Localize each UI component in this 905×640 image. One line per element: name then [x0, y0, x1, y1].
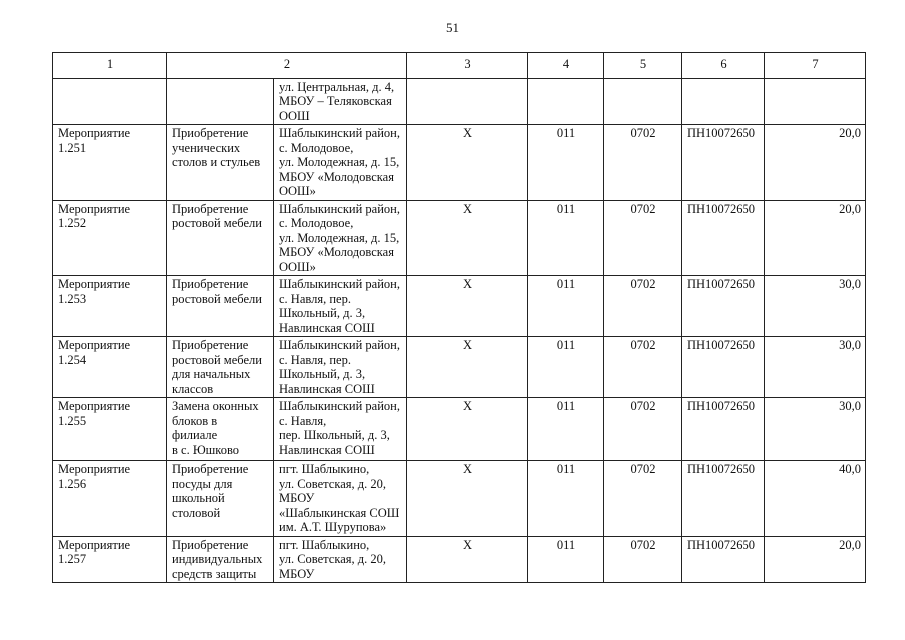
target-cell: ПН10072650: [682, 461, 765, 537]
text-line: средств защиты: [172, 566, 257, 581]
section-cell: 0702: [604, 398, 682, 461]
budget-table: [52, 52, 866, 583]
text-line: Приобретение: [172, 277, 249, 291]
text-line: Мероприятие: [58, 126, 131, 140]
name-cell: [167, 536, 274, 583]
name-cell: [167, 276, 274, 337]
section-cell: 0702: [604, 200, 682, 276]
text-line: 1.252: [58, 216, 87, 230]
text-line: пгт. Шаблыкино,: [279, 537, 370, 552]
text-line: Приобретение: [172, 338, 249, 352]
text-line: Навлинская СОШ: [279, 320, 375, 335]
event-cell: [53, 398, 167, 461]
text-line: ростовой мебели: [172, 352, 262, 367]
x-cell: Х: [407, 398, 528, 461]
code-cell: 011: [528, 200, 604, 276]
address-cell: [274, 125, 407, 201]
x-cell: Х: [407, 337, 528, 398]
text-line: Шаблыкинский район,: [279, 277, 400, 291]
text-line: ООШ»: [279, 184, 316, 198]
event-cell: [53, 536, 167, 583]
text-line: школьной: [172, 491, 225, 505]
header-row: [53, 53, 866, 79]
text-line: Мероприятие: [58, 462, 131, 476]
text-line: Замена оконных: [172, 399, 259, 413]
table-row: [53, 200, 866, 276]
text-line: Навлинская СОШ: [279, 381, 375, 396]
section-cell: 0702: [604, 276, 682, 337]
table-row: [53, 125, 866, 201]
text-line: Мероприятие: [58, 277, 131, 291]
text-line: Приобретение: [172, 537, 249, 552]
x-cell: [407, 78, 528, 125]
text-line: МБОУ «Молодовская: [279, 169, 394, 184]
text-line: Приобретение: [172, 126, 249, 140]
value-cell: [765, 78, 866, 125]
text-line: ул. Молодежная, д. 15,: [279, 230, 400, 245]
text-line: ул. Молодежная, д. 15,: [279, 155, 400, 169]
text-line: МБОУ: [279, 491, 315, 505]
text-line: Приобретение: [172, 201, 249, 216]
name-cell: [167, 125, 274, 201]
event-cell: [53, 125, 167, 201]
text-line: ученических: [172, 140, 241, 155]
address-cell: [274, 536, 407, 583]
text-line: Школьный, д. 3,: [279, 306, 366, 320]
x-cell: Х: [407, 276, 528, 337]
text-line: Мероприятие: [58, 201, 131, 216]
text-line: Мероприятие: [58, 537, 131, 552]
header-col-4: 4: [528, 53, 604, 79]
text-line: блоков в: [172, 413, 218, 428]
target-cell: ПН10072650: [682, 200, 765, 276]
table-row: [53, 276, 866, 337]
text-line: Навлинская СОШ: [279, 442, 375, 457]
text-line: посуды для: [172, 476, 233, 491]
text-line: филиале: [172, 428, 218, 442]
name-cell: [167, 200, 274, 276]
text-line: с. Навля,: [279, 413, 327, 428]
name-cell: [167, 337, 274, 398]
text-line: классов: [172, 381, 214, 396]
text-line: 1.253: [58, 291, 87, 306]
text-line: МБОУ «Молодовская: [279, 245, 394, 259]
text-line: Мероприятие: [58, 399, 131, 413]
text-line: 1.254: [58, 352, 87, 367]
table-row: [53, 337, 866, 398]
target-cell: ПН10072650: [682, 536, 765, 583]
text-line: с. Навля, пер.: [279, 291, 351, 306]
code-cell: 011: [528, 125, 604, 201]
text-line: столов и стульев: [172, 155, 261, 169]
text-line: с. Навля, пер.: [279, 352, 351, 367]
text-line: ул. Центральная, д. 4,: [279, 79, 395, 94]
text-line: ростовой мебели: [172, 216, 262, 230]
event-cell: [53, 78, 167, 125]
section-cell: 0702: [604, 461, 682, 537]
section-cell: [604, 78, 682, 125]
text-line: Шаблыкинский район,: [279, 399, 400, 413]
table-row: [53, 398, 866, 461]
code-cell: 011: [528, 461, 604, 537]
table-row: [53, 536, 866, 583]
x-cell: Х: [407, 200, 528, 276]
text-line: 1.256: [58, 476, 87, 491]
text-line: Мероприятие: [58, 338, 131, 352]
value-cell: 20,0: [765, 536, 866, 583]
address-cell: [274, 78, 407, 125]
name-cell: [167, 398, 274, 461]
address-cell: [274, 276, 407, 337]
text-line: 1.255: [58, 413, 87, 428]
value-cell: 40,0: [765, 461, 866, 537]
value-cell: 30,0: [765, 337, 866, 398]
event-cell: [53, 461, 167, 537]
value-cell: 30,0: [765, 398, 866, 461]
target-cell: ПН10072650: [682, 276, 765, 337]
text-line: Шаблыкинский район,: [279, 338, 400, 352]
text-line: ул. Советская, д. 20,: [279, 476, 386, 491]
event-cell: [53, 200, 167, 276]
header-col-2: 2: [167, 53, 407, 79]
text-line: ООШ: [279, 108, 310, 123]
text-line: столовой: [172, 505, 221, 520]
address-cell: [274, 461, 407, 537]
header-col-7: 7: [765, 53, 866, 79]
target-cell: ПН10072650: [682, 125, 765, 201]
text-line: 1.251: [58, 140, 87, 155]
text-line: МБОУ: [279, 566, 315, 581]
text-line: Школьный, д. 3,: [279, 367, 366, 381]
text-line: ростовой мебели: [172, 291, 262, 306]
code-cell: 011: [528, 398, 604, 461]
name-cell: [167, 78, 274, 125]
value-cell: 20,0: [765, 200, 866, 276]
text-line: пер. Школьный, д. 3,: [279, 428, 390, 442]
value-cell: 30,0: [765, 276, 866, 337]
text-line: Шаблыкинский район,: [279, 201, 400, 216]
text-line: «Шаблыкинская СОШ: [279, 505, 400, 520]
x-cell: Х: [407, 536, 528, 583]
header-col-5: 5: [604, 53, 682, 79]
table-row: [53, 461, 866, 537]
text-line: ООШ»: [279, 259, 316, 274]
event-cell: [53, 276, 167, 337]
text-line: с. Молодовое,: [279, 216, 354, 230]
text-line: Шаблыкинский район,: [279, 126, 400, 140]
text-line: им. А.Т. Шурупова»: [279, 520, 387, 534]
section-cell: 0702: [604, 536, 682, 583]
header-col-1: 1: [53, 53, 167, 79]
target-cell: ПН10072650: [682, 398, 765, 461]
text-line: в с. Юшково: [172, 442, 240, 457]
text-line: для начальных: [172, 367, 251, 381]
code-cell: 011: [528, 337, 604, 398]
address-cell: [274, 337, 407, 398]
x-cell: Х: [407, 125, 528, 201]
value-cell: 20,0: [765, 125, 866, 201]
address-cell: [274, 398, 407, 461]
text-line: индивидуальных: [172, 552, 263, 566]
text-line: пгт. Шаблыкино,: [279, 462, 370, 476]
code-cell: 011: [528, 276, 604, 337]
code-cell: [528, 78, 604, 125]
x-cell: Х: [407, 461, 528, 537]
text-line: 1.257: [58, 552, 87, 566]
section-cell: 0702: [604, 125, 682, 201]
target-cell: ПН10072650: [682, 337, 765, 398]
text-line: Приобретение: [172, 462, 249, 476]
code-cell: 011: [528, 536, 604, 583]
page-number: 51: [446, 20, 459, 35]
text-line: МБОУ – Теляковская: [279, 94, 392, 108]
name-cell: [167, 461, 274, 537]
text-line: ул. Советская, д. 20,: [279, 552, 386, 566]
section-cell: 0702: [604, 337, 682, 398]
header-col-3: 3: [407, 53, 528, 79]
event-cell: [53, 337, 167, 398]
text-line: с. Молодовое,: [279, 140, 354, 155]
target-cell: [682, 78, 765, 125]
address-cell: [274, 200, 407, 276]
table-row: [53, 78, 866, 125]
header-col-6: 6: [682, 53, 765, 79]
